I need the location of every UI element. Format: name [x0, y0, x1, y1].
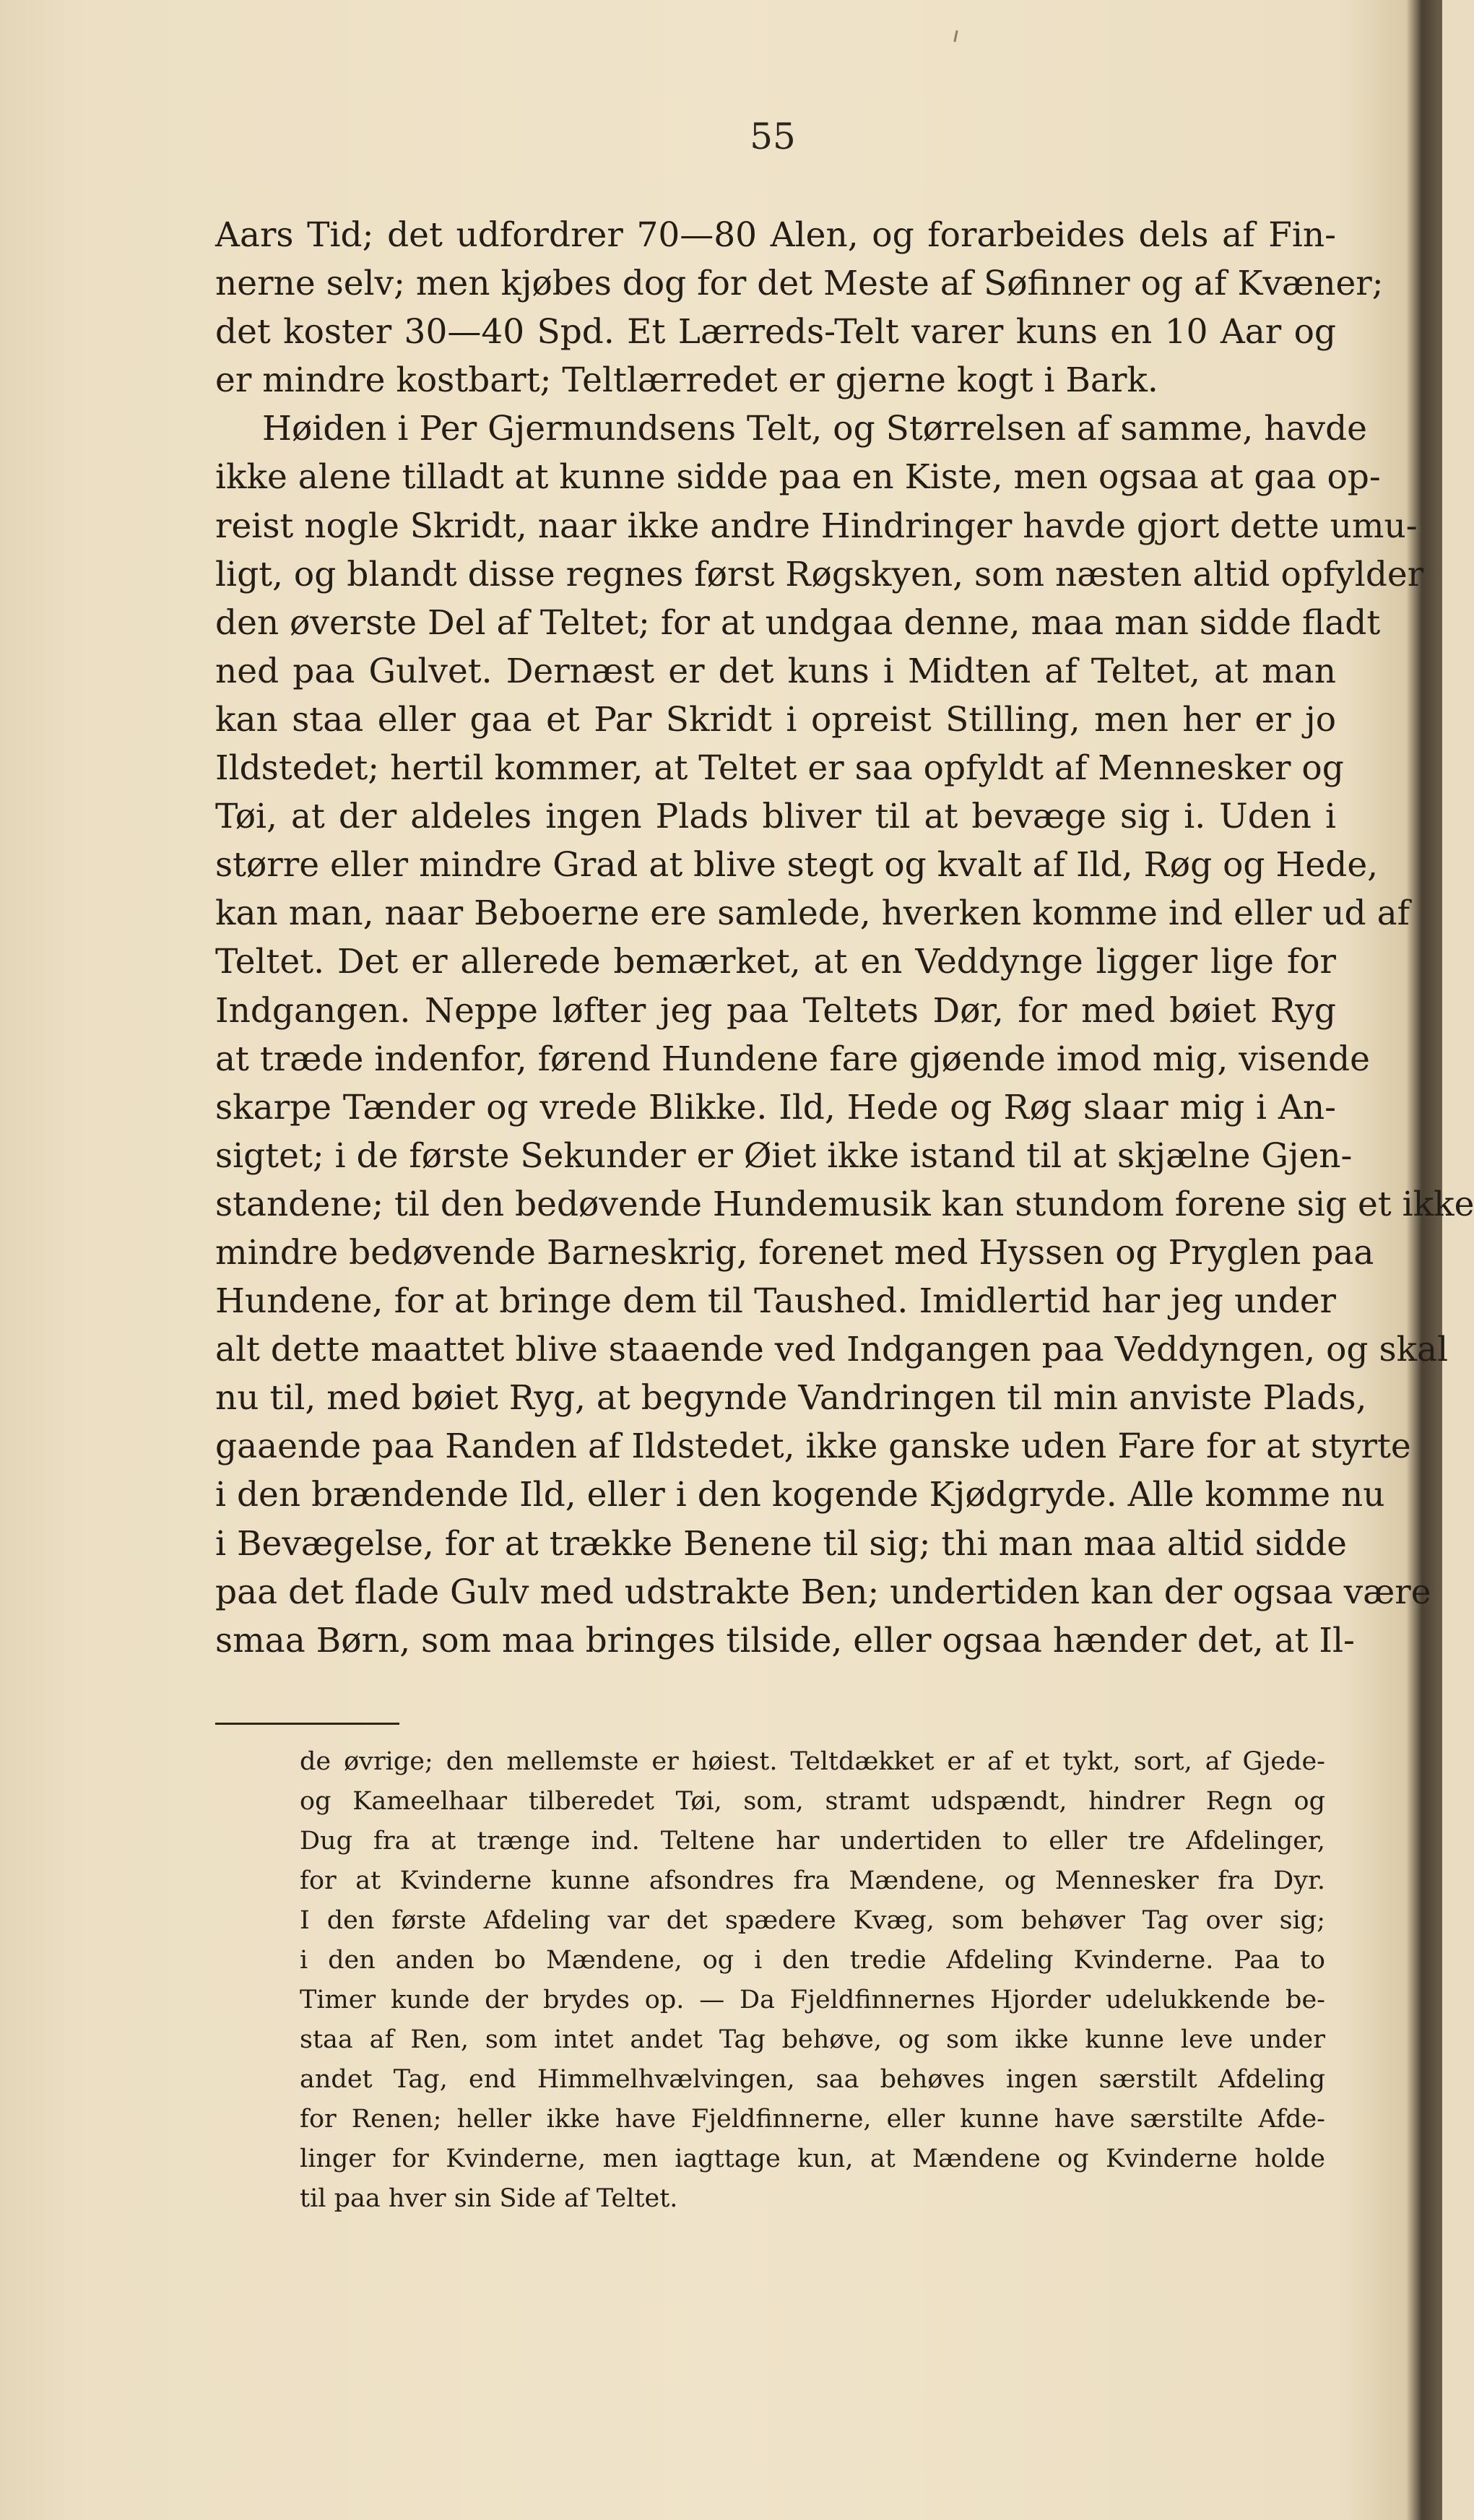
footnote: [300, 1742, 1325, 2219]
text-line: Tøi, at der aldeles ingen Plads bliver til at bevæge sig i. Uden i: [215, 797, 1336, 837]
text-line: Hundene, for at bringe dem til Taushed. Imidlertid har jeg under: [215, 1281, 1336, 1322]
text-line: kan staa eller gaa et Par Skridt i opreist Stilling, men her er jo: [215, 699, 1336, 740]
footnote-line: staa af Ren, som intet andet Tag behøve, og som ikke kunne leve under: [300, 2025, 1325, 2054]
footnote-line: for at Kvinderne kunne afsondres fra Mændene, og Mennesker fra Dyr.: [300, 1866, 1325, 1895]
text-line: nu til, med bøiet Ryg, at begynde Vandringen til min anviste Plads,: [215, 1378, 1367, 1419]
footnote-line: til paa hver sin Side af Teltet.: [300, 2184, 678, 2213]
footnote-line: og Kameelhaar tilberedet Tøi, som, stramt udspændt, hindrer Regn og: [300, 1787, 1325, 1816]
text-line: den øverste Del af Teltet; for at undgaa denne, maa man sidde fladt: [215, 602, 1381, 643]
text-line: nerne selv; men kjøbes dog for det Meste af Søfinner og af Kvæner;: [215, 264, 1384, 304]
text-line: Teltet. Det er allerede bemærket, at en Veddynge ligger lige for: [215, 942, 1336, 982]
text-line: større eller mindre Grad at blive stegt og kvalt af Ild, Røg og Hede,: [215, 845, 1379, 886]
footnote-line: Dug fra at trænge ind. Teltene har undertiden to eller tre Afdelinger,: [300, 1827, 1325, 1856]
text-line: mindre bedøvende Barneskrig, forenet med Hyssen og Pryglen paa: [215, 1232, 1374, 1273]
text-line: Høiden i Per Gjermundsens Telt, og Størrelsen af samme, havde: [262, 409, 1368, 449]
main-text: [215, 211, 1474, 1665]
text-line: smaa Børn, som maa bringes tilside, eller ogsaa hænder det, at Il-: [215, 1620, 1355, 1660]
text-line: gaaende paa Randen af Ildstedet, ikke ganske uden Fare for at styrte: [215, 1426, 1411, 1467]
footnote-line: I den første Afdeling var det spædere Kvæg, som behøver Tag over sig;: [300, 1906, 1325, 1935]
footnote-line: Timer kunde der brydes op. — Da Fjeldfinnernes Hjorder udelukkende be-: [300, 1986, 1325, 2014]
footnote-line: for Renen; heller ikke have Fjeldfinnerne, eller kunne have særstilte Afde-: [300, 2105, 1325, 2134]
text-line: det koster 30—40 Spd. Et Lærreds-Telt varer kuns en 10 Aar og: [215, 312, 1336, 352]
text-line: er mindre kostbart; Teltlærredet er gjerne kogt i Bark.: [215, 360, 1158, 401]
text-line: ikke alene tilladt at kunne sidde paa en Kiste, men ogsaa at gaa op-: [215, 457, 1381, 498]
text-line: Aars Tid; det udfordrer 70—80 Alen, og forarbeides dels af Fin-: [215, 215, 1336, 255]
page-number: 55: [750, 116, 796, 157]
footnote-line: i den anden bo Mændene, og i den tredie Afdeling Kvinderne. Paa to: [300, 1946, 1325, 1975]
text-line: ned paa Gulvet. Dernæst er det kuns i Midten af Teltet, at man: [215, 651, 1336, 691]
footnote-line: linger for Kvinderne, men iagttage kun, at Mændene og Kvinderne holde: [300, 2144, 1325, 2173]
text-line: skarpe Tænder og vrede Blikke. Ild, Hede og Røg slaar mig i An-: [215, 1087, 1336, 1127]
stray-ink-mark: [953, 30, 958, 42]
text-line: sigtet; i de første Sekunder er Øiet ikke istand til at skjælne Gjen-: [215, 1135, 1353, 1176]
text-line: kan man, naar Beboerne ere samlede, hverken komme ind eller ud af: [215, 893, 1410, 934]
text-line: paa det flade Gulv med udstrakte Ben; undertiden kan der ogsaa være: [215, 1572, 1431, 1612]
text-line: alt dette maattet blive staaende ved Indgangen paa Veddyngen, og skal: [215, 1330, 1449, 1370]
text-line: ligt, og blandt disse regnes først Røgskyen, som næsten altid opfylder: [215, 554, 1424, 594]
footnote-line: andet Tag, end Himmelhvælvingen, saa behøves ingen særstilt Afdeling: [300, 2065, 1325, 2094]
text-line: Indgangen. Neppe løfter jeg paa Teltets Dør, for med bøiet Ryg: [215, 990, 1336, 1031]
text-line: reist nogle Skridt, naar ikke andre Hindringer havde gjort dette umu-: [215, 506, 1418, 546]
text-line: i Bevægelse, for at trække Benene til sig; thi man maa altid sidde: [215, 1523, 1347, 1564]
footnote-separator: [215, 1723, 399, 1725]
text-line: at træde indenfor, førend Hundene fare gjøende imod mig, visende: [215, 1039, 1370, 1079]
text-line: standene; til den bedøvende Hundemusik kan stundom forene sig et ikke: [215, 1184, 1474, 1224]
text-line: Ildstedet; hertil kommer, at Teltet er saa opfyldt af Mennesker og: [215, 748, 1344, 789]
text-line: i den brændende Ild, eller i den kogende Kjødgryde. Alle komme nu: [215, 1475, 1385, 1515]
footnote-line: de øvrige; den mellemste er høiest. Teltdækket er af et tykt, sort, af Gjede-: [300, 1747, 1325, 1776]
